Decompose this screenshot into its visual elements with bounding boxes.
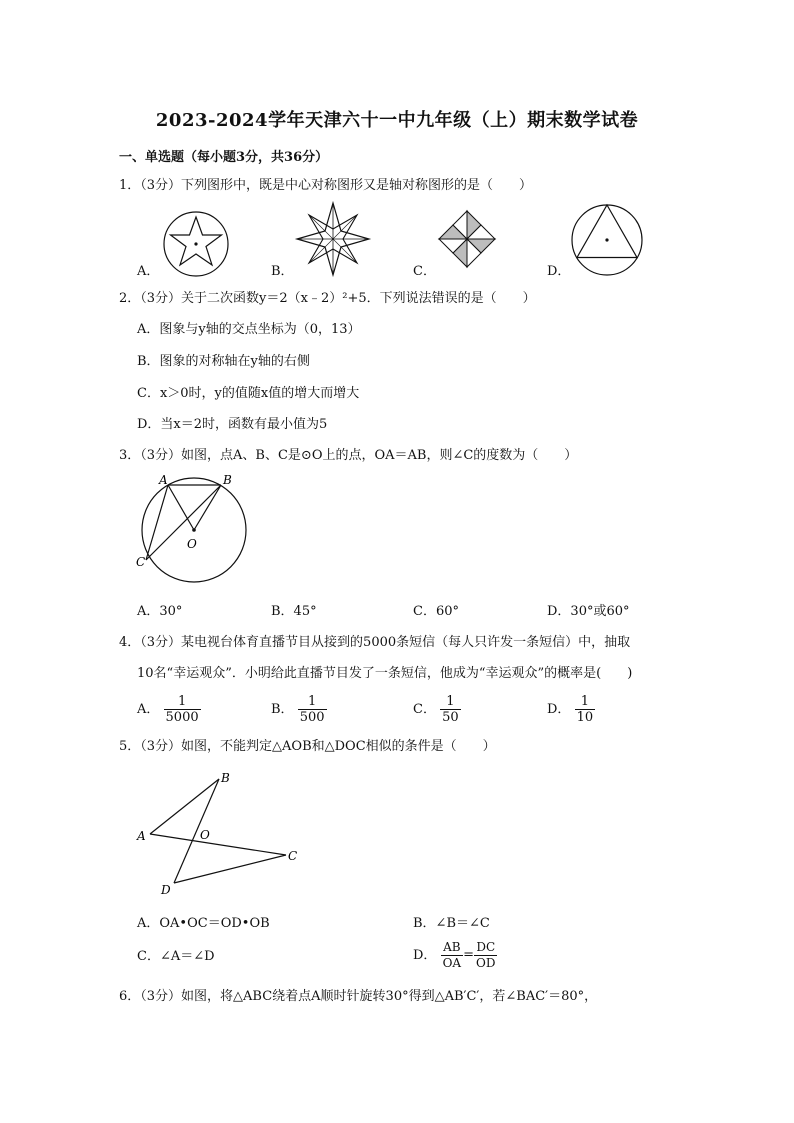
q1-figure-circle-star bbox=[160, 208, 232, 280]
q2-option-a[interactable]: A．图象与y轴的交点坐标为（0，13） bbox=[137, 322, 361, 337]
question-6-text: 6．（3分）如图，将△ABC绕着点A顺时针旋转30°得到△AB′C′，若∠BAC′＝80°， bbox=[119, 989, 598, 1004]
q1-figure-circle-triangle bbox=[570, 203, 644, 277]
q5-figure-triangles bbox=[130, 766, 310, 901]
q5-label-o: O bbox=[200, 828, 210, 842]
question-1-text: 1．（3分）下列图形中，既是中心对称图形又是轴对称图形的是（ ） bbox=[119, 178, 533, 193]
q1-option-b[interactable]: B． bbox=[271, 264, 294, 279]
q1-figure-pinwheel bbox=[437, 209, 497, 269]
q4-option-c[interactable]: C． $\frac{1}{50}$ bbox=[413, 694, 459, 725]
q5-label-b: B bbox=[221, 771, 230, 785]
question-2-text: 2．（3分）关于二次函数y＝2（x﹣2）²+5．下列说法错误的是（ ） bbox=[119, 291, 536, 306]
question-3-text: 3．（3分）如图，点A、B、C是⊙O上的点，OA＝AB，则∠C的度数为（ ） bbox=[119, 448, 578, 463]
q5-option-c[interactable]: C．∠A＝∠D bbox=[137, 949, 215, 964]
q2-option-d[interactable]: D．当x＝2时，函数有最小值为5 bbox=[137, 417, 328, 432]
q5-option-a[interactable]: A．OA•OC＝OD•OB bbox=[137, 916, 270, 931]
q1-option-c[interactable]: C． bbox=[413, 264, 436, 279]
q5-fraction-ab-oa: $\frac{AB}{OA}$ bbox=[442, 940, 462, 970]
q3-option-d[interactable]: D．30°或60° bbox=[547, 604, 630, 619]
q5-label-a: A bbox=[137, 829, 146, 843]
q3-label-b: B bbox=[223, 473, 232, 487]
q4-fraction-b: $\frac{1}{500}$ bbox=[299, 694, 325, 725]
section-heading: 一、单选题（每小题3分，共36分） bbox=[119, 150, 329, 165]
q5-label-c: C bbox=[288, 849, 298, 863]
q1-option-d[interactable]: D． bbox=[547, 264, 571, 279]
q4-option-b[interactable]: B． $\frac{1}{500}$ bbox=[271, 694, 325, 725]
q3-option-a[interactable]: A．30° bbox=[137, 604, 183, 619]
q5-option-d[interactable]: D． $\frac{AB}{OA}$ = $\frac{DC}{OD}$ bbox=[413, 940, 496, 970]
q5-option-b[interactable]: B．∠B＝∠C bbox=[413, 916, 490, 931]
q4-fraction-d: $\frac{1}{10}$ bbox=[576, 694, 594, 725]
question-5-text: 5．（3分）如图，不能判定△AOB和△DOC相似的条件是（ ） bbox=[119, 739, 496, 754]
q3-figure-circle bbox=[130, 472, 260, 577]
q4-fraction-c: $\frac{1}{50}$ bbox=[442, 694, 459, 725]
q2-option-b[interactable]: B．图象的对称轴在y轴的右侧 bbox=[137, 354, 310, 369]
q3-option-b[interactable]: B．45° bbox=[271, 604, 317, 619]
page-title: 2023-2024学年天津六十一中九年级（上）期末数学试卷 bbox=[155, 110, 639, 131]
q1-figure-compass-star bbox=[297, 203, 369, 275]
question-4-line-1: 4．（3分）某电视台体育直播节目从接到的5000条短信（每人只许发一条短信）中，抽取 bbox=[119, 635, 631, 650]
q5-fraction-dc-od: $\frac{DC}{OD}$ bbox=[476, 940, 496, 970]
q4-option-a[interactable]: A． $\frac{1}{5000}$ bbox=[137, 694, 199, 725]
question-4-line-2: 10名“幸运观众”．小明给此直播节目发了一条短信，他成为“幸运观众”的概率是( ) bbox=[137, 666, 633, 681]
q2-option-c[interactable]: C．x＞0时，y的值随x值的增大而增大 bbox=[137, 386, 360, 401]
q3-option-c[interactable]: C．60° bbox=[413, 604, 459, 619]
q1-option-a[interactable]: A． bbox=[137, 264, 160, 279]
q5-label-d: D bbox=[161, 883, 171, 897]
q3-label-a: A bbox=[159, 473, 168, 487]
q3-label-c: C bbox=[136, 555, 146, 569]
q4-fraction-a: $\frac{1}{5000}$ bbox=[165, 694, 199, 725]
q4-option-d[interactable]: D． $\frac{1}{10}$ bbox=[547, 694, 594, 725]
q3-label-o: O bbox=[187, 537, 197, 551]
